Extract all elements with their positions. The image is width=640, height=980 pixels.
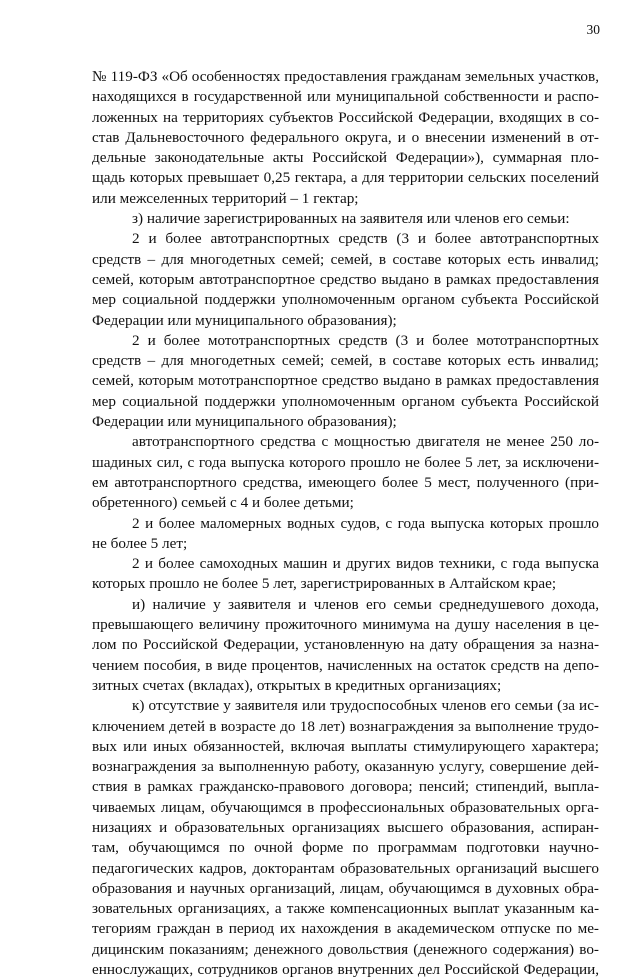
text-line: № 119-ФЗ «Об особенностях предоставления гражданам земельных участков, [92,68,599,85]
text-line: ем автотранспортного средства, имеющего более 5 мест, полученного (при- [92,473,599,491]
text-line: там, обучающимся по очной форме по программам подготовки научно- [92,839,599,857]
text-line: чиваемых лицам, обучающимся в профессиональных образовательных орга- [92,798,599,816]
text-line: низациях и образовательных организациях высшего образования, аспиран- [92,818,599,836]
text-line: находящихся в государственной или муниципальной собственности и распо- [92,88,599,106]
text-line: образования и научных организаций, лицам, обучающимся в духовных обра- [92,879,599,897]
text-line: средств – для многодетных семей; семей, в составе которых есть инвалид; [92,352,599,370]
text-line: автотранспортного средства с мощностью двигателя не менее 250 ло- [132,433,599,451]
text-line: лом по Российской Федерации, установленную на дату обращения за назна- [92,636,599,654]
body-text [92,67,599,980]
text-line: семей, которым автотранспортное средство выдано в рамках предоставления [92,270,599,288]
text-line: 2 и более маломерных водных судов, с года выпуска которых прошло [132,514,599,532]
text-line: превышающего величину прожиточного минимума на душу населения в це- [92,616,599,634]
text-line: дицинским показаниям; денежного довольствия (денежного содержания) во- [92,940,599,958]
text-line: ключением детей в возрасте до 18 лет) вознаграждения за выполнение трудо- [92,717,599,735]
text-line: тегориям граждан в период их нахождения в академическом отпуске по ме- [92,920,599,938]
page-number: 30 [586,22,600,37]
text-line: и) наличие у заявителя и членов его семьи среднедушевого дохода, [132,595,599,613]
text-line: мер социальной поддержки уполномоченным органом субъекта Российской [92,291,599,309]
text-line: педагогических кадров, докторантам образовательных организаций высшего [92,859,599,877]
text-line: к) отсутствие у заявителя или трудоспособных членов его семьи (за ис- [132,697,599,715]
text-line: шадиных сил, с года выпуска которого прошло не более 5 лет, за исключени- [92,453,599,471]
text-line: еннослужащих, сотрудников органов внутренних дел Российской Федерации, [92,961,599,979]
text-line: ствия в рамках гражданско-правового договора; пенсий; стипендий, выпла- [92,778,599,796]
text-line: обретенного) семьей с 4 и более детьми; [92,494,354,512]
text-line: вознаграждения за выполненную работу, оказанную услугу, совершение дей- [92,758,599,776]
text-line: которых прошло не более 5 лет, зарегистрированных в Алтайском крае; [92,575,557,593]
text-line: Федерации или муниципального образования); [92,311,397,329]
text-line: семей, которым мототранспортное средство выдано в рамках предоставления [92,372,599,390]
text-line: чением пособия, в виде процентов, начисленных на остаток средств на депо- [92,656,599,674]
text-line: средств – для многодетных семей; семей, в составе которых есть инвалид; [92,250,599,268]
text-line: зитных счетах (вкладах), открытых в кредитных организациях; [92,676,502,694]
text-line: дельные законодательные акты Российской Федерации»), суммарная пло- [92,149,599,167]
text-line: 2 и более самоходных машин и других видов техники, с года выпуска [132,555,599,573]
text-line: или межселенных территорий – 1 гектар; [92,189,359,207]
text-line: зовательных организациях, а также компенсационных выплат указанным ка- [92,900,599,918]
text-line: став Дальневосточного федерального округа, и о внесении изменений в от- [92,128,599,146]
text-line: Федерации или муниципального образования); [92,413,397,431]
text-line: мер социальной поддержки уполномоченным органом субъекта Российской [92,392,599,410]
text-line: 2 и более мототранспортных средств (3 и более мототранспортных [132,331,599,349]
text-line: щадь которых превышает 0,25 гектара, а для территории сельских поселений [92,169,599,187]
text-line: ложенных на территориях субъектов Российской Федерации, входящих в со- [92,108,599,126]
text-line: 2 и более автотранспортных средств (3 и более автотранспортных [132,230,599,248]
text-line: не более 5 лет; [92,534,188,552]
text-line: вых или иных обязанностей, включая выплаты стимулирующего характера; [92,737,599,755]
text-line: з) наличие зарегистрированных на заявителя или членов его семьи: [132,210,570,228]
